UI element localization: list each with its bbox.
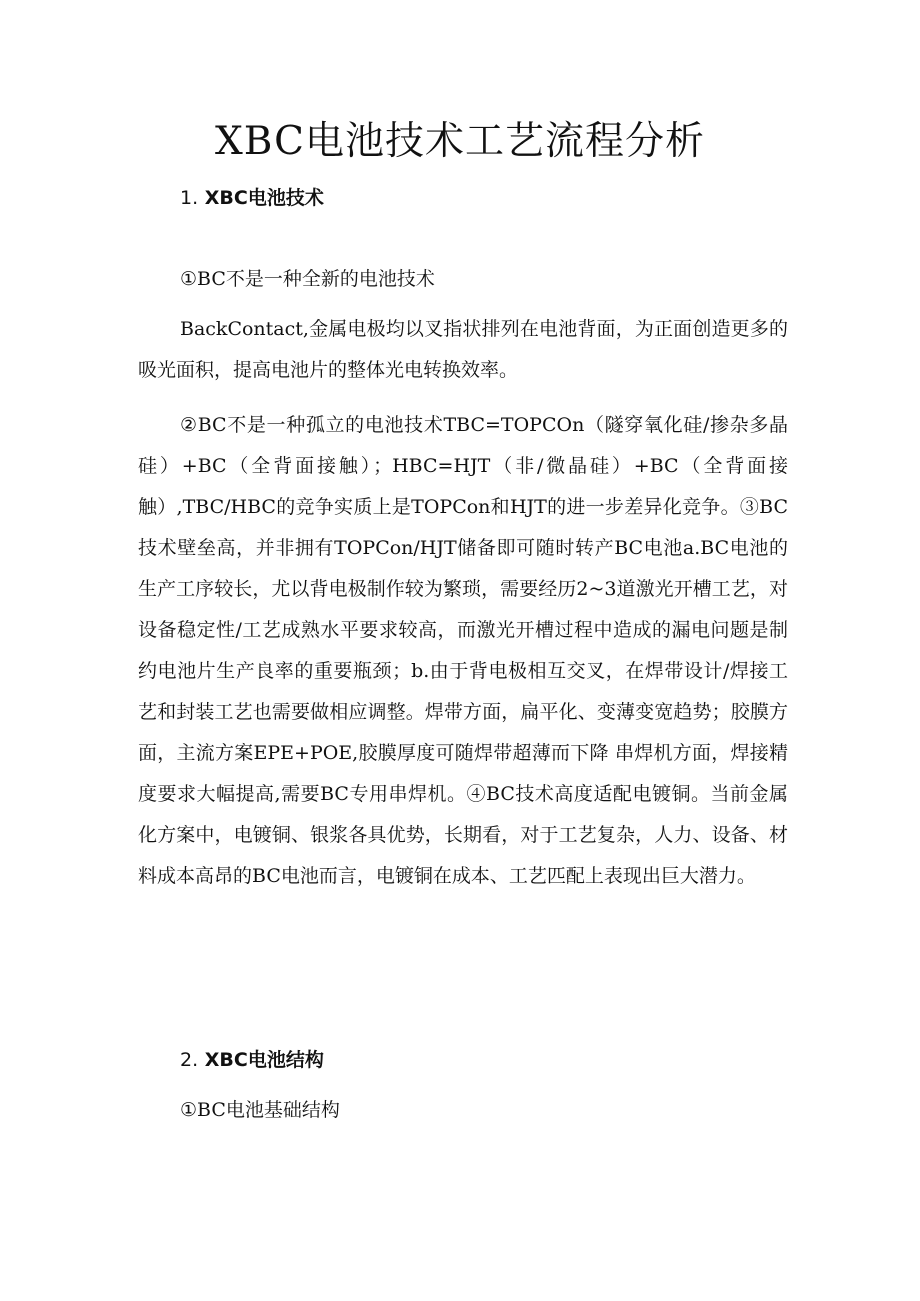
section-1-heading-text: XBC电池技术 [204,187,324,209]
section-1-heading [180,183,324,213]
section-2-heading-text: XBC电池结构 [204,1049,324,1071]
section-1-point-1-body: BackContact,金属电极均以叉指状排列在电池背面，为正面创造更多的吸光面积，提高电池片的整体光电转换效率。 [138,318,788,381]
section-1-number: 1. [180,187,199,209]
document-title: XBC电池技术工艺流程分析 [215,119,705,164]
section-1-point-2-body: ②BC不是一种孤立的电池技术TBC=TOPCOn（隧穿氧化硅/掺杂多晶硅）+BC（全背面接触）；HBC=HJT（非/微晶硅）+BC（全背面接触）,TBC/HBC的竞争实质上是TOPCon和HJT的进一步差异化竞争。③BC技术壁垒高，并非拥有TOPCon/HJT储备即可随时转产BC电池a.BC电池的生产工序较长，尤以背电极制作较为繁琐，需要经历2~3道激光开槽工艺，对设备稳定性/工艺成熟水平要求较高，而激光开槽过程中造成的漏电问题是制约电池片生产良率的重要瓶颈；b.由于背电极相互交叉，在焊带设计/焊接工艺和封装工艺也需要做相应调整。焊带方面，扁平化、变薄变宽趋势；胶膜方面，主流方案EPE+POE,胶膜厚度可随焊带超薄而下降 串焊机方面，焊接精度要求大幅提高,需要BC专用串焊机。④BC技术高度适配电镀铜。当前金属化方案中，电镀铜、银浆各具优势，长期看，对于工艺复杂，人力、设备、材料成本高昂的BC电池而言，电镀铜在成本、工艺匹配上表现出巨大潜力。 [138,414,788,887]
section-2-heading [180,1045,324,1075]
section-2-point-1-title: ①BC电池基础结构 [180,1099,340,1121]
section-2-number: 2. [180,1049,199,1071]
section-1-point-1-title: ①BC不是一种全新的电池技术 [180,268,435,290]
